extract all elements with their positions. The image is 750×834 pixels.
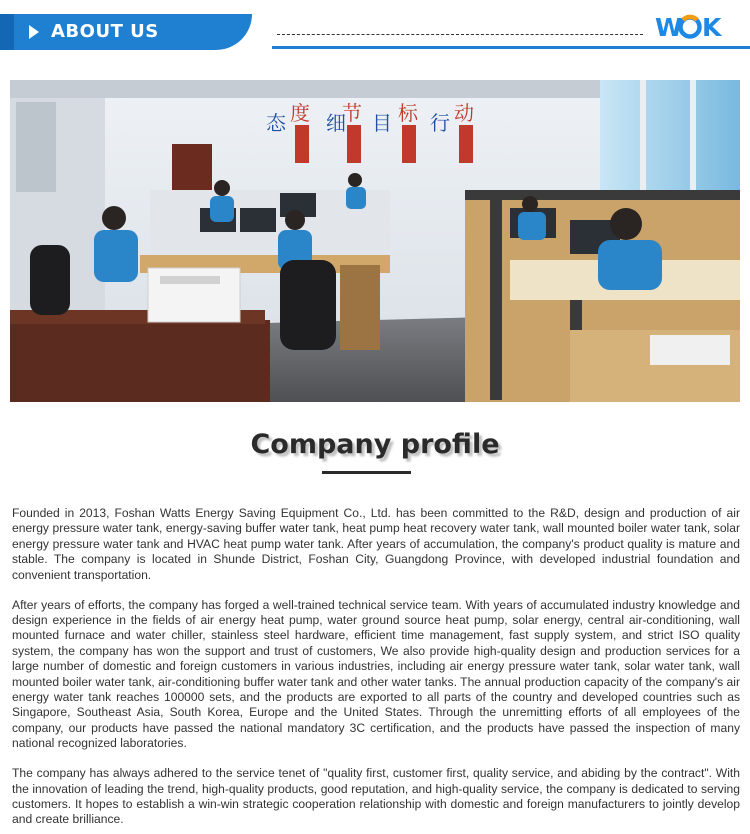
slogan-char-7: 行 [430,111,450,135]
office-photo [10,80,740,402]
section-title-underline [322,471,411,474]
svg-text:W: W [655,14,684,40]
slogan-char-5: 目 [372,111,392,135]
slogan-char-4: 节 [342,101,362,125]
header-accent-bar [0,14,14,50]
slogan-char-2: 度 [290,101,310,125]
header-solid-divider [272,46,750,49]
profile-paragraph-3: The company has always adhered to the service tenet of "quality first, customer first, quality service, and abiding by the contract". With the innovation of leading the trend, high-quality products, good reputation, and high-quality service, the company is dedicated to serving customers. It hopes to establish a win-win strategic cooperation relationship with domestic and foreign manufacturers to jointly develop and create brilliance. [12,766,740,827]
company-profile-body [12,506,740,834]
slogan-char-1: 态 [266,111,286,135]
profile-paragraph-2: After years of efforts, the company has forged a well-trained technical service team. With years of accumulated industry knowledge and design experience in the fields of air energy heat pump, water ground source heat pump, solar energy, central air-conditioning, wall mounted furnace and water chiller, stainless steel hardware, efficient time management, fast supply system, and strict ISO quality system, the company has won the support and trust of customers, We also provide high-quality design and production services for a large number of domestic and foreign customers in various industries, including air energy pressure water tank, solar water tank, wall mounted boiler water tank, air-conditioning buffer water tank and other water tanks. The annual production capacity of the company's air energy water tank reaches 100000 sets, and the products are exported to all parts of the country and developed countries such as Singapore, Southeast Asia, South Korea, Europe and the United States. Through the unremitting efforts of all employees of the company, our products have passed the national mandatory 3C certification, and the products have passed the inspection of many national recognized laboratories. [12,597,740,751]
play-arrow-icon [29,25,39,39]
svg-text:K: K [702,14,723,40]
about-us-header-tab [0,14,252,50]
office-scene-image [10,80,740,402]
slogan-char-8: 动 [454,101,474,125]
profile-paragraph-1: Founded in 2013, Foshan Watts Energy Saving Equipment Co., Ltd. has been committed to the R&D, design and production of air energy pressure water tank, energy-saving buffer water tank, heat pump heat recovery water tank, wall mounted boiler water tank, solar energy pressure water tank and HVAC heat pump water tank. After years of accumulation, the company's product quality is mature and stable. The company is located in Shunde District, Foshan City, Guangdong Province, with developed industrial foundation and convenient transportation. [12,506,740,582]
section-title: Company profile [250,429,500,460]
header-dashed-divider [277,34,643,35]
slogan-char-6: 标 [398,101,418,125]
wok-logo-icon [655,14,739,40]
brand-logo [655,14,739,46]
slogan-char-3: 细 [326,111,346,135]
header-title: ABOUT US [51,21,159,42]
